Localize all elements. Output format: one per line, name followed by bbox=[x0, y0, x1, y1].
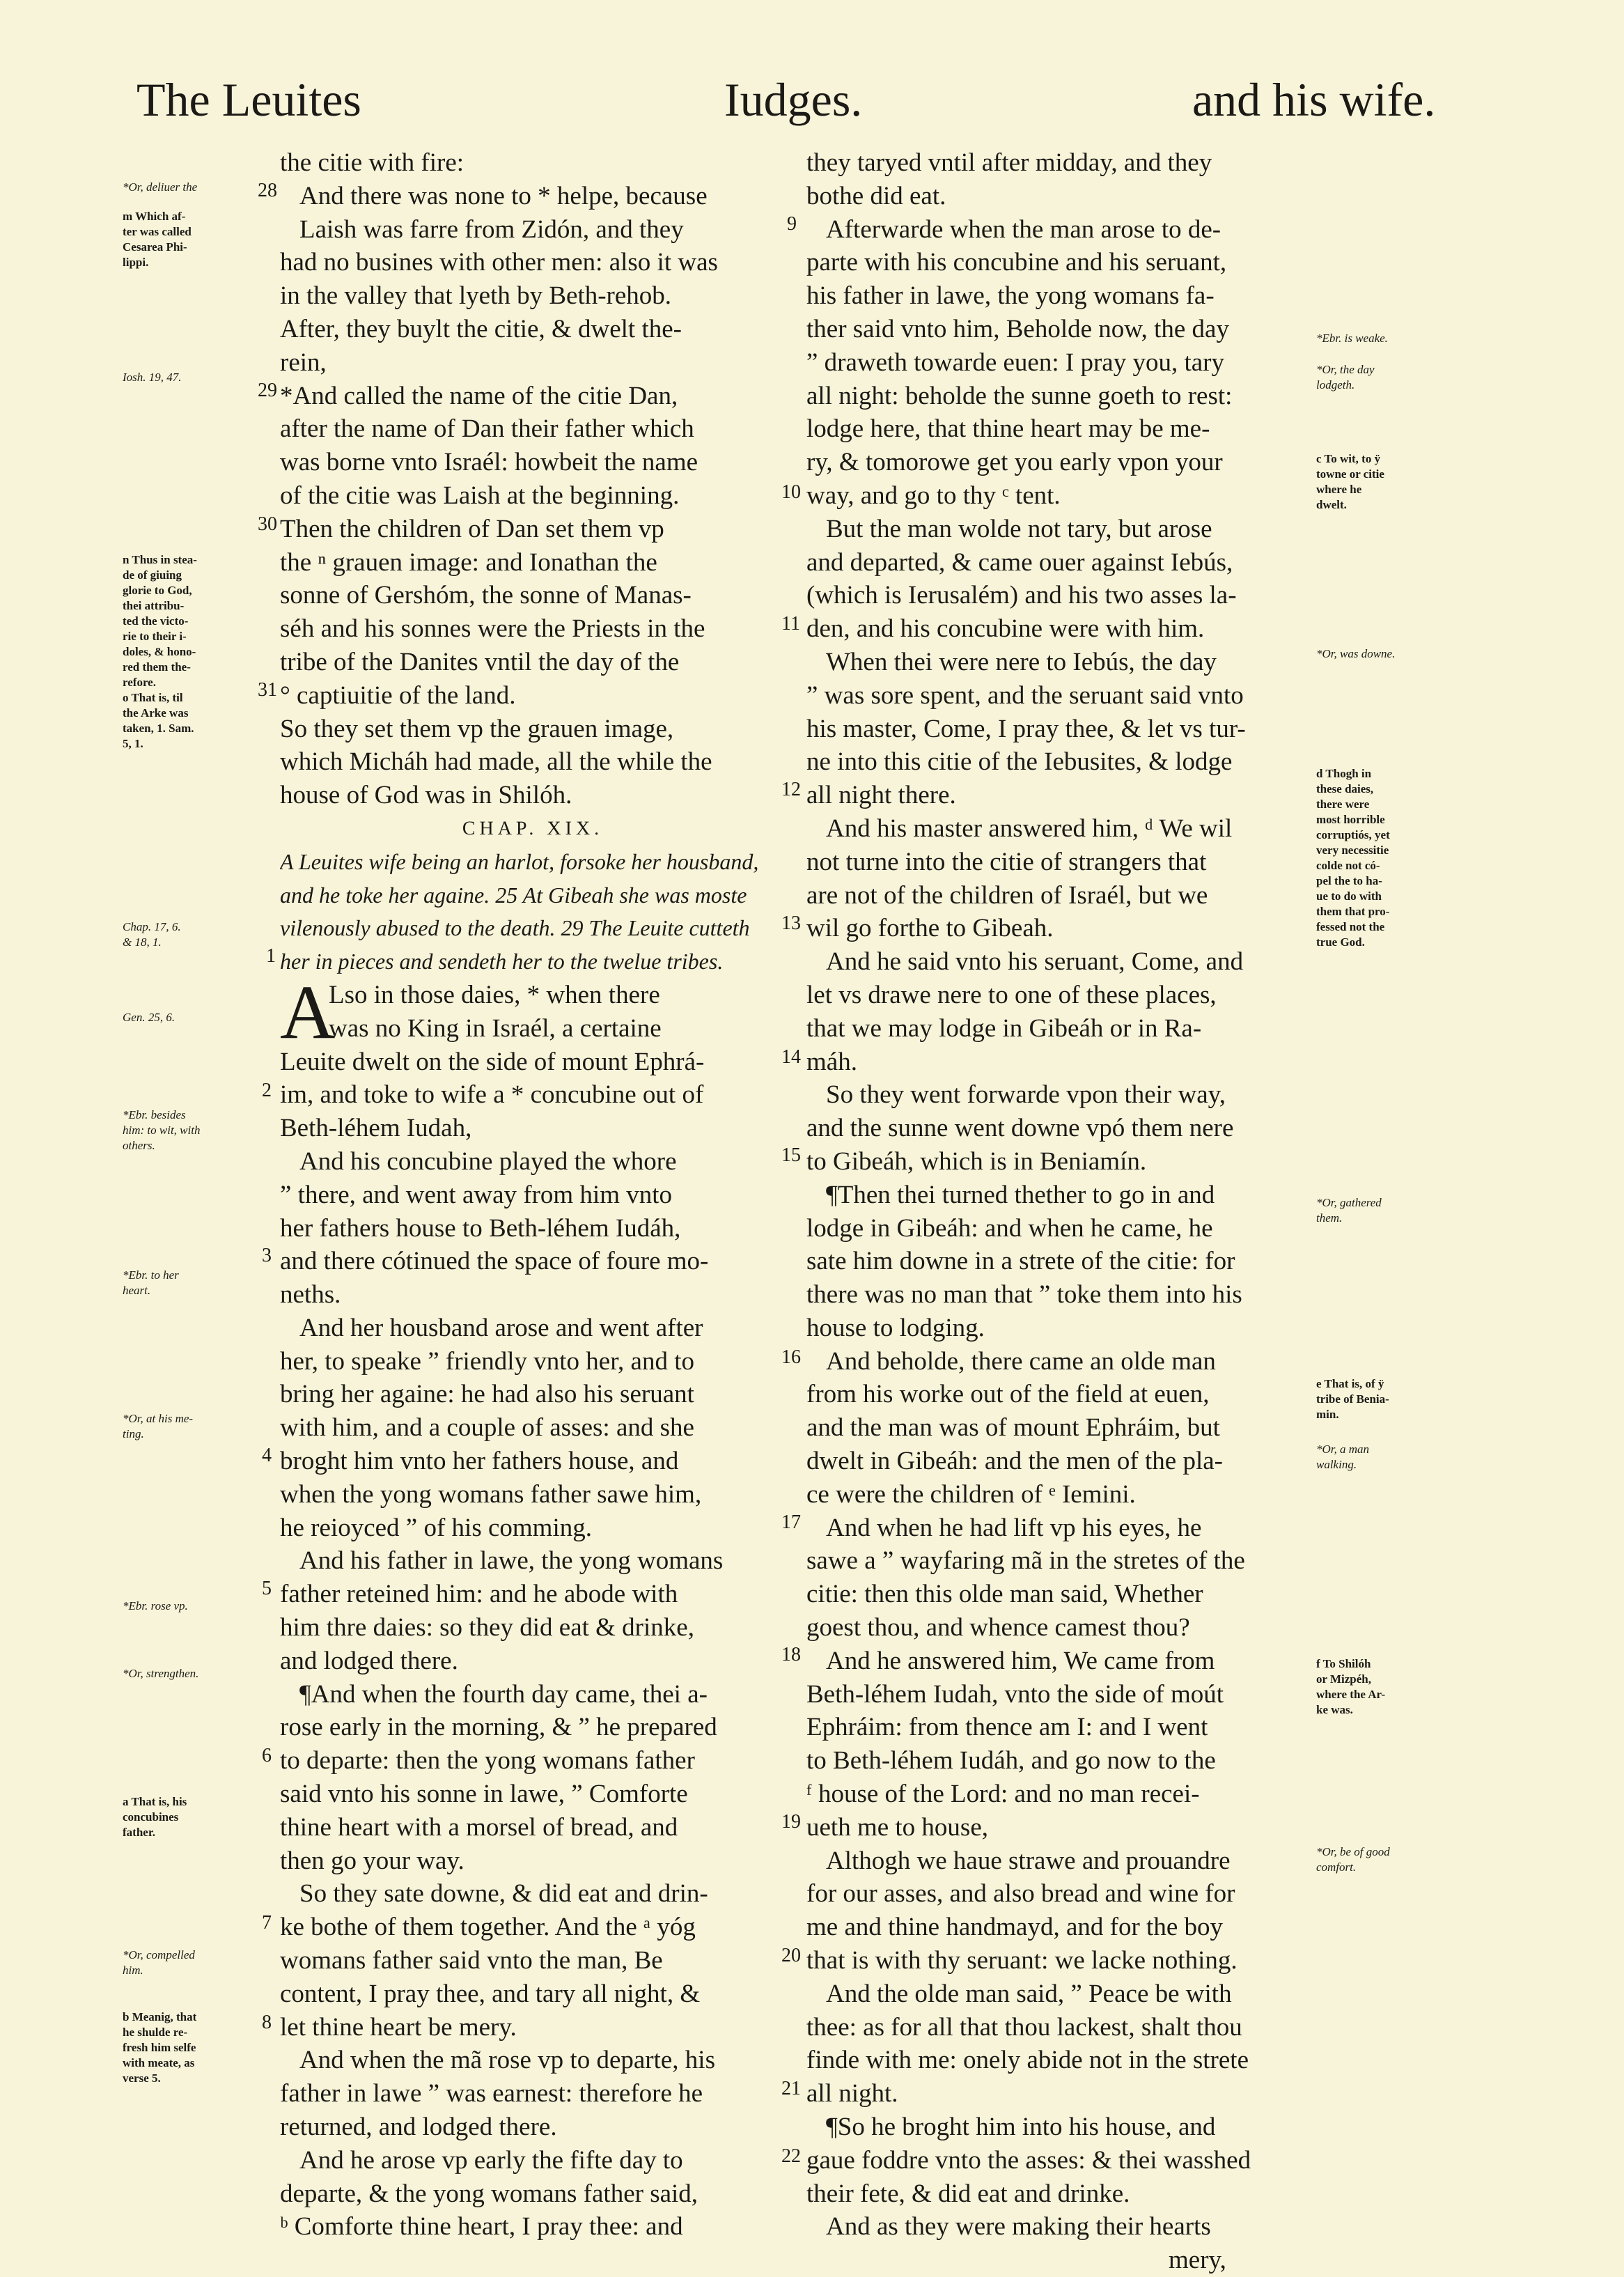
text-line: are not of the children of Israél, but we bbox=[806, 880, 1208, 910]
text-line: father reteined him: and he abode with bbox=[280, 1580, 678, 1609]
margin-note: *Or, at his me- ting. bbox=[123, 1412, 194, 1440]
margin-note: Iosh. 19, 47. bbox=[123, 371, 182, 384]
verse-number: 6 bbox=[262, 1745, 272, 1766]
text-line: their fete, & did eat and drinke. bbox=[806, 2179, 1130, 2208]
text-line: was borne vnto Israél: howbeit the name bbox=[280, 448, 698, 477]
text-line: not turne into the citie of strangers that bbox=[806, 847, 1207, 876]
text-line: ce were the children of ᵉ Iemini. bbox=[806, 1479, 1136, 1509]
text-line: departe, & the yong womans father said, bbox=[280, 2179, 698, 2208]
text-line: womans father said vnto the man, Be bbox=[280, 1946, 663, 1975]
text-line: sate him downe in a strete of the citie: for bbox=[806, 1247, 1235, 1276]
text-line: ° captiuitie of the land. bbox=[280, 681, 516, 710]
margin-note: *Or, gathered them. bbox=[1316, 1196, 1382, 1225]
verse-number: 20 bbox=[781, 1945, 801, 1966]
text-line: sonne of Gershóm, the sonne of Manas- bbox=[280, 581, 692, 610]
text-line: there was no man that ” toke them into his bbox=[806, 1280, 1242, 1310]
verse-number: 18 bbox=[781, 1644, 801, 1665]
margin-note: *Or, a man walking. bbox=[1316, 1443, 1370, 1471]
text-line: So they went forwarde vpon their way, bbox=[826, 1080, 1226, 1110]
margin-note: Gen. 25, 6. bbox=[123, 1011, 175, 1024]
margin-note: d Thogh in these daies, there were most horrible corruptiós, yet very necessitie colde not có- pel the to ha- ue to do with them that pro- fessed not the true God. bbox=[1316, 767, 1390, 949]
chapter-argument-line: and he toke her againe. 25 At Gibeah she was moste bbox=[280, 882, 747, 908]
text-line: When thei were nere to Iebús, the day bbox=[826, 647, 1217, 676]
text-line: ¶And when the fourth day came, thei a- bbox=[299, 1679, 708, 1709]
margin-note: e That is, of ÿ tribe of Benia- min. bbox=[1316, 1377, 1389, 1421]
text-line: to Gibeáh, which is in Beniamín. bbox=[806, 1147, 1147, 1176]
text-line: ” draweth towarde euen: I pray you, tary bbox=[806, 348, 1224, 377]
verse-number: 2 bbox=[262, 1080, 272, 1101]
text-line: ke bothe of them together. And the ᵃ yóg bbox=[280, 1913, 696, 1942]
text-line: Laish was farre from Zidón, and they bbox=[299, 215, 684, 244]
text-line: me and thine handmayd, and for the boy bbox=[806, 1913, 1223, 1942]
running-head-left: The Leuites bbox=[136, 73, 361, 126]
text-line: Ephráim: from thence am I: and I went bbox=[806, 1713, 1208, 1742]
verse-number: 14 bbox=[781, 1046, 801, 1068]
text-line: with him, and a couple of asses: and she bbox=[280, 1413, 694, 1443]
verse-number: 1 bbox=[266, 945, 276, 967]
text-line: his master, Come, I pray thee, & let vs tur- bbox=[806, 714, 1246, 743]
text-line: And he arose vp early the fifte day to bbox=[299, 2145, 683, 2175]
text-line: finde with me: onely abide not in the strete bbox=[806, 2046, 1249, 2075]
text-line: let thine heart be mery. bbox=[280, 2012, 517, 2042]
text-line: parte with his concubine and his seruant, bbox=[806, 248, 1227, 277]
text-line: to departe: then the yong womans father bbox=[280, 1746, 695, 1775]
text-line: bothe did eat. bbox=[806, 181, 946, 210]
verse-number: 16 bbox=[781, 1346, 801, 1368]
text-line: he reioyced ” of his comming. bbox=[280, 1513, 592, 1542]
margin-note: *Ebr. to her heart. bbox=[123, 1268, 179, 1297]
text-line: thee: as for all that thou lackest, shalt thou bbox=[806, 2012, 1242, 2042]
text-line: And the olde man said, ” Peace be with bbox=[826, 1979, 1232, 2008]
text-line: all night there. bbox=[806, 781, 956, 810]
margin-note: *Or, be of good comfort. bbox=[1316, 1845, 1390, 1874]
text-line: dwelt in Gibeáh: and the men of the pla- bbox=[806, 1447, 1223, 1476]
text-line: her fathers house to Beth-léhem Iudáh, bbox=[280, 1213, 681, 1243]
text-line: ” there, and went away from him vnto bbox=[280, 1180, 673, 1209]
margin-note: *Or, was downe. bbox=[1316, 647, 1396, 660]
text-line: rein, bbox=[280, 348, 327, 377]
text-line: father in lawe ” was earnest: therefore he bbox=[280, 2079, 703, 2108]
text-line: And his concubine played the whore bbox=[299, 1147, 677, 1176]
text-line: him thre daies: so they did eat & drinke, bbox=[280, 1613, 694, 1642]
margin-note: *Ebr. is weake. bbox=[1316, 332, 1388, 345]
text-line: ¶Then thei turned thether to go in and bbox=[826, 1180, 1215, 1209]
margin-note: a That is, his concubines father. bbox=[123, 1795, 187, 1839]
text-line: Beth-léhem Iudah, vnto the side of moút bbox=[806, 1679, 1224, 1709]
verse-number: 11 bbox=[781, 613, 800, 635]
text-line: ” was sore spent, and the seruant said vnto bbox=[806, 681, 1244, 710]
text-line: way, and go to thy ᶜ tent. bbox=[806, 481, 1061, 510]
margin-note: *Or, deliuer the bbox=[123, 180, 198, 194]
text-line: let vs drawe nere to one of these places, bbox=[806, 980, 1217, 1009]
text-line: neths. bbox=[280, 1280, 341, 1310]
text-line: in the valley that lyeth by Beth-rehob. bbox=[280, 281, 672, 311]
text-line: and the man was of mount Ephráim, but bbox=[806, 1413, 1220, 1443]
margin-note: b Meanig, that he shulde re- fresh him selfe with meate, as verse 5. bbox=[123, 2010, 197, 2085]
verse-number: 19 bbox=[781, 1811, 801, 1833]
text-line: gaue foddre vnto the asses: & thei wasshed bbox=[806, 2145, 1251, 2175]
text-line: house of God was in Shilóh. bbox=[280, 781, 572, 810]
text-line: content, I pray thee, and tary all night, & bbox=[280, 1979, 701, 2008]
verse-number: 29 bbox=[258, 380, 277, 401]
chapter-argument-line: vilenously abused to the death. 29 The Leuite cutteth bbox=[280, 915, 750, 941]
right-text-column bbox=[806, 146, 1311, 2277]
margin-note: c To wit, to ÿ towne or citie where he dwelt. bbox=[1316, 452, 1384, 511]
text-line: And when the mã rose vp to departe, his bbox=[299, 2046, 715, 2075]
text-line: And as they were making their hearts bbox=[826, 2212, 1211, 2241]
text-line: Afterwarde when the man arose to de- bbox=[826, 215, 1221, 244]
verse-number: 10 bbox=[781, 481, 801, 503]
text-line: máh. bbox=[806, 1047, 857, 1076]
text-line: But the man wolde not tary, but arose bbox=[826, 514, 1212, 543]
text-line: said vnto his sonne in lawe, ” Comforte bbox=[280, 1780, 688, 1809]
text-line: lodge here, that thine heart may be me- bbox=[806, 414, 1210, 444]
margin-note: m Which af- ter was called Cesarea Phi- lippi. bbox=[123, 210, 192, 269]
margin-note: f To Shilóh or Mizpéh, where the Ar- ke was. bbox=[1316, 1657, 1386, 1716]
text-line: And beholde, there came an olde man bbox=[826, 1346, 1216, 1376]
text-line: After, they buylt the citie, & dwelt the- bbox=[280, 314, 682, 343]
verse-number: 15 bbox=[781, 1144, 801, 1166]
text-line: to Beth-léhem Iudáh, and go now to the bbox=[806, 1746, 1216, 1775]
chapter-heading: CHAP. XIX. bbox=[462, 817, 604, 839]
text-line: ry, & tomorowe get you early vpon your bbox=[806, 448, 1223, 477]
verse-number: 5 bbox=[262, 1578, 272, 1599]
text-line: when the yong womans father sawe him, bbox=[280, 1479, 702, 1509]
verse-number: 9 bbox=[787, 213, 797, 235]
text-line: And there was none to * helpe, because bbox=[299, 181, 708, 210]
text-line: wil go forthe to Gibeah. bbox=[806, 914, 1054, 943]
text-line: that we may lodge in Gibeáh or in Ra- bbox=[806, 1013, 1202, 1043]
text-line: was no King in Israél, a certaine bbox=[329, 1013, 662, 1043]
text-line: house to lodging. bbox=[806, 1313, 985, 1342]
verse-number: 22 bbox=[781, 2145, 801, 2167]
text-line: from his worke out of the field at euen, bbox=[806, 1380, 1210, 1409]
text-line: all night. bbox=[806, 2079, 898, 2108]
text-line: returned, and lodged there. bbox=[280, 2113, 557, 2142]
verse-number: 30 bbox=[258, 513, 277, 535]
text-line: So they set them vp the grauen image, bbox=[280, 714, 674, 743]
text-line: séh and his sonnes were the Priests in the bbox=[280, 614, 705, 644]
text-line: broght him vnto her fathers house, and bbox=[280, 1447, 679, 1476]
text-line: the ⁿ grauen image: and Ionathan the bbox=[280, 547, 657, 577]
verse-number: 8 bbox=[262, 2012, 272, 2033]
text-line: ¶So he broght him into his house, and bbox=[826, 2113, 1216, 2142]
text-line: sawe a ” wayfaring mã in the stretes of the bbox=[806, 1546, 1245, 1576]
margin-note: *Or, compelled him. bbox=[123, 1948, 195, 1977]
text-line: goest thou, and whence camest thou? bbox=[806, 1613, 1190, 1642]
verse-number: 4 bbox=[262, 1445, 272, 1466]
text-line: which Micháh had made, all the while the bbox=[280, 747, 712, 777]
text-line: her, to speake ” friendly vnto her, and to bbox=[280, 1346, 694, 1376]
text-line: tribe of the Danites vntil the day of the bbox=[280, 647, 680, 676]
verse-number: 13 bbox=[781, 912, 801, 934]
text-line: his father in lawe, the yong womans fa- bbox=[806, 281, 1215, 311]
left-text-column bbox=[280, 146, 786, 2244]
text-line: Beth-léhem Iudah, bbox=[280, 1114, 472, 1143]
running-head-book-title: Iudges. bbox=[724, 73, 863, 126]
chapter-argument-line: A Leuites wife being an harlot, forsoke her housband, bbox=[280, 848, 759, 874]
text-line: And he answered him, We came from bbox=[826, 1646, 1215, 1675]
text-line: ᶠ house of the Lord: and no man recei- bbox=[806, 1780, 1200, 1809]
text-line: and lodged there. bbox=[280, 1646, 458, 1675]
verse-number: 7 bbox=[262, 1912, 272, 1934]
margin-note: *Or, strengthen. bbox=[123, 1667, 199, 1680]
text-line: and departed, & came ouer against Iebús, bbox=[806, 547, 1233, 577]
text-line: for our asses, and also bread and wine for bbox=[806, 1879, 1235, 1909]
chapter-argument-line: her in pieces and sendeth her to the twelue tribes. bbox=[280, 949, 724, 974]
text-line: So they sate downe, & did eat and drin- bbox=[299, 1879, 708, 1909]
text-line: rose early in the morning, & ” he prepared bbox=[280, 1713, 717, 1742]
text-line: and the sunne went downe vpó them nere bbox=[806, 1114, 1234, 1143]
text-line: Althogh we haue strawe and prouandre bbox=[826, 1846, 1231, 1875]
text-line: that is with thy seruant: we lacke nothing. bbox=[806, 1946, 1237, 1975]
text-line: lodge in Gibeáh: and when he came, he bbox=[806, 1213, 1213, 1243]
text-line: bring her againe: he had also his seruant bbox=[280, 1380, 694, 1409]
text-line: ne into this citie of the Iebusites, & lodge bbox=[806, 747, 1233, 777]
text-line: den, and his concubine were with him. bbox=[806, 614, 1205, 644]
margin-note: *Or, the day lodgeth. bbox=[1316, 363, 1375, 391]
text-line: And his father in lawe, the yong womans bbox=[299, 1546, 724, 1576]
margin-note: *Ebr. besides him: to wit, with others. bbox=[123, 1108, 201, 1152]
text-line: they taryed vntil after midday, and they bbox=[806, 148, 1212, 177]
text-line: (which is Ierusalém) and his two asses la- bbox=[806, 581, 1237, 610]
drop-cap: A bbox=[280, 969, 336, 1055]
verse-number: 21 bbox=[781, 2078, 801, 2099]
text-line: of the citie was Laish at the beginning. bbox=[280, 481, 680, 510]
text-line: *And called the name of the citie Dan, bbox=[280, 381, 678, 410]
text-line: then go your way. bbox=[280, 1846, 464, 1875]
text-line: Leuite dwelt on the side of mount Ephrá- bbox=[280, 1047, 705, 1076]
text-line: Then the children of Dan set them vp bbox=[280, 514, 664, 543]
verse-number: 17 bbox=[781, 1511, 801, 1533]
text-line: im, and toke to wife a * concubine out of bbox=[280, 1080, 704, 1110]
text-line: ueth me to house, bbox=[806, 1812, 989, 1842]
verse-number: 28 bbox=[258, 180, 277, 201]
margin-note: Chap. 17, 6. & 18, 1. bbox=[123, 920, 181, 949]
text-line: the citie with fire: bbox=[280, 148, 464, 177]
verse-number: 31 bbox=[258, 679, 277, 701]
text-line: And his master answered him, ᵈ We wil bbox=[826, 814, 1233, 843]
text-line: mery, bbox=[1169, 2246, 1226, 2275]
text-line: And when he had lift vp his eyes, he bbox=[826, 1513, 1202, 1542]
text-line: thine heart with a morsel of bread, and bbox=[280, 1812, 678, 1842]
verse-number: 3 bbox=[262, 1245, 272, 1266]
margin-note: n Thus in stea- de of giuing glorie to God, thei attribu- ted the victo- rie to their i- doles, & hono- red them the- refore. o That is, til the Arke was taken, 1. Sam. 5, 1. bbox=[123, 553, 197, 750]
text-line: had no busines with other men: also it was bbox=[280, 248, 718, 277]
text-line: ᵇ Comforte thine heart, I pray thee: and bbox=[280, 2212, 683, 2241]
text-line: after the name of Dan their father which bbox=[280, 414, 694, 444]
text-line: And he said vnto his seruant, Come, and bbox=[826, 947, 1244, 977]
text-line: and there cótinued the space of foure mo- bbox=[280, 1247, 709, 1276]
margin-note: *Ebr. rose vp. bbox=[123, 1599, 188, 1612]
text-line: ther said vnto him, Beholde now, the day bbox=[806, 314, 1229, 343]
text-line: And her housband arose and went after bbox=[299, 1313, 703, 1342]
verse-number: 12 bbox=[781, 779, 801, 800]
text-line: all night: beholde the sunne goeth to rest: bbox=[806, 381, 1233, 410]
text-line: citie: then this olde man said, Whether bbox=[806, 1580, 1203, 1609]
text-line: Lso in those daies, * when there bbox=[329, 980, 660, 1009]
running-head-right: and his wife. bbox=[1192, 73, 1436, 126]
